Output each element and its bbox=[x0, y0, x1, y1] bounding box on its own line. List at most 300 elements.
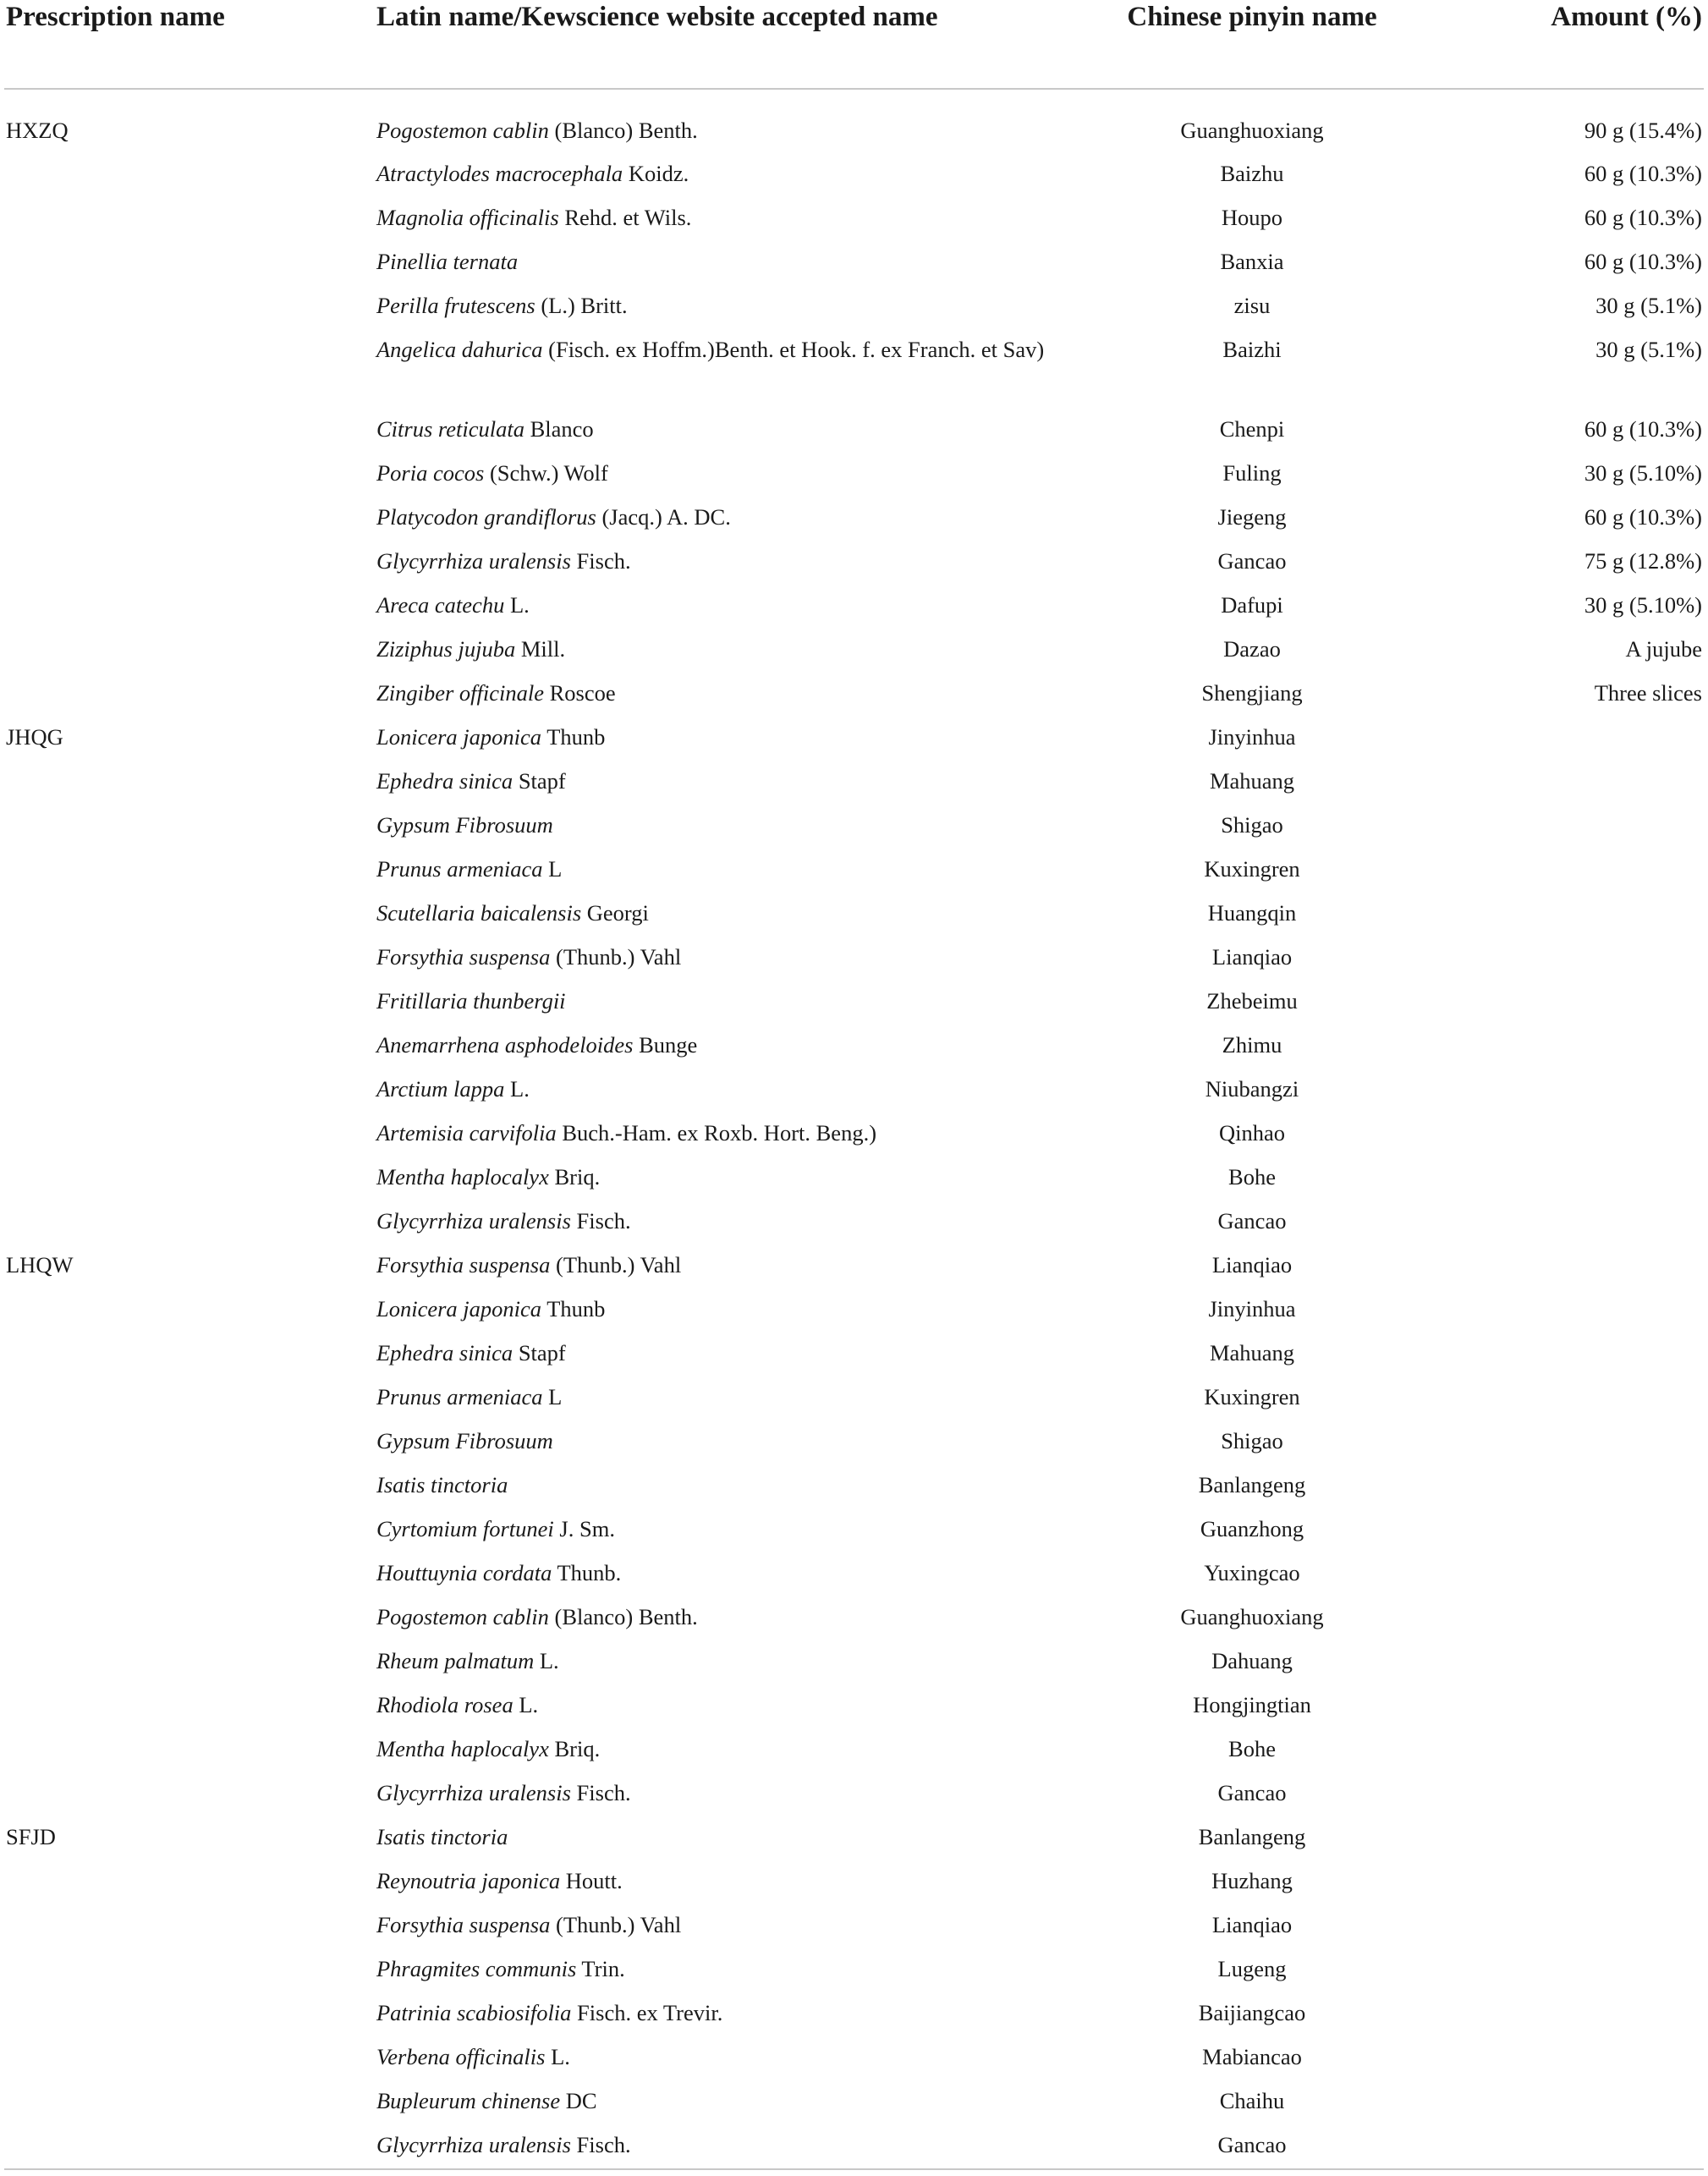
table-row bbox=[4, 1199, 1704, 1243]
pinyin-name-cell: Zhebeimu bbox=[1206, 988, 1298, 1014]
amount-cell bbox=[1459, 979, 1704, 1023]
authority-name: Thunb bbox=[541, 1296, 606, 1322]
amount-cell bbox=[1459, 1639, 1704, 1683]
species-name: Lonicera japonica bbox=[376, 1296, 542, 1322]
table-row bbox=[4, 151, 1704, 195]
species-name: Anemarrhena asphodeloides bbox=[376, 1032, 634, 1058]
amount-cell: 60 g (10.3%) bbox=[1584, 249, 1702, 274]
amount-cell bbox=[1459, 935, 1704, 979]
pinyin-name-cell: Banlangeng bbox=[1198, 1824, 1306, 1849]
table-row bbox=[4, 89, 1704, 151]
table-row bbox=[4, 1243, 1704, 1287]
species-name: Verbena officinalis bbox=[376, 2044, 546, 2069]
pinyin-name-cell: Gancao bbox=[1217, 2132, 1287, 2157]
latin-name-cell bbox=[376, 2035, 1045, 2079]
prescription-cell bbox=[4, 1991, 376, 2035]
amount-cell: 60 g (10.3%) bbox=[1584, 161, 1702, 186]
authority-name: (Thunb.) Vahl bbox=[550, 944, 682, 970]
species-name: Pinellia ternata bbox=[376, 249, 519, 274]
authority-name: (Blanco) Benth. bbox=[548, 118, 698, 143]
prescription-cell bbox=[4, 1375, 376, 1419]
species-name: Lonicera japonica bbox=[376, 724, 542, 750]
species-name: Isatis tinctoria bbox=[376, 1824, 508, 1849]
pinyin-name-cell: Shigao bbox=[1221, 1428, 1283, 1453]
latin-name-cell bbox=[376, 2123, 1045, 2167]
table-row bbox=[4, 1771, 1704, 1815]
species-name: Platycodon grandiflorus bbox=[376, 504, 596, 530]
species-name: Areca catechu bbox=[376, 592, 505, 618]
amount-cell bbox=[1459, 2123, 1704, 2167]
pinyin-name-cell: Lugeng bbox=[1217, 1956, 1287, 1981]
authority-name: Thunb bbox=[541, 724, 606, 750]
species-name: Mentha haplocalyx bbox=[376, 1164, 549, 1190]
latin-name-cell bbox=[376, 495, 1045, 539]
pinyin-name-cell: Gancao bbox=[1217, 1208, 1287, 1234]
latin-name-cell bbox=[376, 1419, 1045, 1463]
table-row bbox=[4, 1639, 1704, 1683]
latin-name-cell bbox=[376, 803, 1045, 847]
pinyin-name-cell: Shengjiang bbox=[1201, 680, 1303, 706]
pinyin-name-cell: Mahuang bbox=[1209, 1340, 1295, 1365]
species-name: Glycyrrhiza uralensis bbox=[376, 2132, 571, 2157]
prescription-cell bbox=[4, 627, 376, 671]
amount-cell bbox=[1459, 1155, 1704, 1199]
prescription-cell bbox=[4, 1067, 376, 1111]
latin-name-cell bbox=[376, 583, 1045, 627]
pinyin-name-cell: Houpo bbox=[1221, 205, 1283, 230]
prescription-cell bbox=[4, 935, 376, 979]
latin-name-cell bbox=[376, 627, 1045, 671]
amount-cell bbox=[1459, 1419, 1704, 1463]
species-name: Glycyrrhiza uralensis bbox=[376, 548, 571, 574]
latin-name-cell bbox=[376, 1551, 1045, 1595]
pinyin-name-cell: Bohe bbox=[1228, 1736, 1276, 1761]
pinyin-name-cell: Zhimu bbox=[1222, 1032, 1282, 1058]
prescription-cell bbox=[4, 1507, 376, 1551]
table-row bbox=[4, 1331, 1704, 1375]
amount-cell bbox=[1459, 1903, 1704, 1947]
authority-name: Bunge bbox=[633, 1032, 698, 1058]
authority-name: DC bbox=[560, 2088, 597, 2113]
latin-name-cell bbox=[376, 847, 1045, 891]
authority-name: L. bbox=[513, 1692, 539, 1717]
latin-name-cell bbox=[376, 451, 1045, 495]
pinyin-name-cell: Guanzhong bbox=[1200, 1516, 1304, 1541]
latin-name-cell bbox=[376, 195, 1045, 239]
species-name: Houttuynia cordata bbox=[376, 1560, 552, 1585]
table-row bbox=[4, 1023, 1704, 1067]
header-pinyin-name: Chinese pinyin name bbox=[1045, 0, 1459, 89]
authority-name: Buch.-Ham. ex Roxb. Hort. Beng.) bbox=[556, 1120, 877, 1146]
latin-name-cell bbox=[376, 1287, 1045, 1331]
table-header bbox=[4, 0, 1704, 89]
prescription-cell bbox=[4, 1111, 376, 1155]
species-name: Prunus armeniaca bbox=[376, 1384, 543, 1409]
species-name: Ziziphus jujuba bbox=[376, 636, 516, 662]
authority-name: (Schw.) Wolf bbox=[484, 460, 608, 486]
prescription-table bbox=[4, 0, 1704, 2167]
amount-cell bbox=[1459, 1727, 1704, 1771]
amount-cell bbox=[1459, 1199, 1704, 1243]
species-name: Forsythia suspensa bbox=[376, 1912, 551, 1937]
table-row bbox=[4, 2123, 1704, 2167]
table-row bbox=[4, 539, 1704, 583]
amount-cell: A jujube bbox=[1625, 636, 1702, 662]
pinyin-name-cell: Baizhu bbox=[1220, 161, 1284, 186]
species-name: Ephedra sinica bbox=[376, 768, 513, 794]
latin-name-cell bbox=[376, 1111, 1045, 1155]
pinyin-name-cell: Chaihu bbox=[1219, 2088, 1285, 2113]
amount-cell bbox=[1459, 1815, 1704, 1859]
amount-cell bbox=[1459, 759, 1704, 803]
authority-name: Koidz. bbox=[623, 161, 689, 186]
amount-cell bbox=[1459, 891, 1704, 935]
table-row bbox=[4, 327, 1704, 407]
pinyin-name-cell: Kuxingren bbox=[1204, 856, 1300, 882]
authority-name: L. bbox=[504, 1076, 530, 1102]
latin-name-cell bbox=[376, 1067, 1045, 1111]
authority-name: L. bbox=[504, 592, 530, 618]
amount-cell: 30 g (5.10%) bbox=[1584, 592, 1702, 618]
prescription-cell bbox=[4, 495, 376, 539]
latin-name-cell bbox=[376, 1947, 1045, 1991]
species-name: Pogostemon cablin bbox=[376, 118, 549, 143]
prescription-cell bbox=[4, 1727, 376, 1771]
prescription-cell: HXZQ bbox=[6, 118, 69, 143]
amount-cell: 30 g (5.1%) bbox=[1595, 293, 1702, 318]
latin-name-cell bbox=[376, 979, 1045, 1023]
latin-name-cell bbox=[376, 2079, 1045, 2123]
amount-cell bbox=[1459, 1375, 1704, 1419]
pinyin-name-cell: Banlangeng bbox=[1198, 1472, 1306, 1497]
authority-name: (Thunb.) Vahl bbox=[550, 1252, 682, 1278]
table-row bbox=[4, 847, 1704, 891]
prescription-cell bbox=[4, 283, 376, 327]
table-row bbox=[4, 1727, 1704, 1771]
prescription-cell bbox=[4, 195, 376, 239]
latin-name-cell bbox=[376, 1243, 1045, 1287]
authority-name: Stapf bbox=[513, 768, 566, 794]
table-row bbox=[4, 627, 1704, 671]
pinyin-name-cell: Lianqiao bbox=[1211, 1252, 1293, 1278]
table-row bbox=[4, 715, 1704, 759]
prescription-cell bbox=[4, 1287, 376, 1331]
prescription-cell bbox=[4, 1199, 376, 1243]
species-name: Patrinia scabiosifolia bbox=[376, 2000, 572, 2025]
pinyin-name-cell: Yuxingcao bbox=[1204, 1560, 1300, 1585]
latin-name-cell bbox=[376, 1727, 1045, 1771]
pinyin-name-cell: Huangqin bbox=[1207, 900, 1297, 926]
pinyin-name-cell: Dahuang bbox=[1211, 1648, 1293, 1673]
prescription-cell bbox=[4, 1947, 376, 1991]
prescription-cell bbox=[4, 583, 376, 627]
authority-name: Trin. bbox=[576, 1956, 625, 1981]
table-row bbox=[4, 671, 1704, 715]
pinyin-name-cell: Kuxingren bbox=[1204, 1384, 1300, 1409]
latin-name-cell bbox=[376, 1155, 1045, 1199]
latin-name-cell bbox=[376, 89, 1045, 151]
authority-name: (Fisch. ex Hoffm.)Benth. et Hook. f. ex Franch. et Sav) bbox=[542, 337, 1045, 362]
authority-name: Briq. bbox=[548, 1736, 601, 1761]
amount-cell bbox=[1459, 1551, 1704, 1595]
amount-cell bbox=[1459, 1859, 1704, 1903]
latin-name-cell bbox=[376, 327, 1045, 407]
amount-cell bbox=[1459, 1463, 1704, 1507]
amount-cell: 60 g (10.3%) bbox=[1584, 205, 1702, 230]
species-name: Glycyrrhiza uralensis bbox=[376, 1780, 571, 1805]
header-latin-name: Latin name/Kewscience website accepted name bbox=[376, 0, 1045, 89]
table-row bbox=[4, 2079, 1704, 2123]
pinyin-name-cell: Lianqiao bbox=[1211, 1912, 1293, 1937]
prescription-cell bbox=[4, 1859, 376, 1903]
pinyin-name-cell: Gancao bbox=[1217, 548, 1287, 574]
authority-name: Blanco bbox=[524, 416, 594, 442]
latin-name-cell bbox=[376, 539, 1045, 583]
table-row bbox=[4, 495, 1704, 539]
latin-name-cell bbox=[376, 1463, 1045, 1507]
amount-cell: 60 g (10.3%) bbox=[1584, 504, 1702, 530]
pinyin-name-cell: Mahuang bbox=[1209, 768, 1295, 794]
species-name: Forsythia suspensa bbox=[376, 944, 551, 970]
prescription-cell bbox=[4, 2035, 376, 2079]
latin-name-cell bbox=[376, 1683, 1045, 1727]
table-row bbox=[4, 239, 1704, 283]
authority-name: Fisch. bbox=[570, 1208, 631, 1234]
prescription-cell bbox=[4, 1331, 376, 1375]
latin-name-cell bbox=[376, 1507, 1045, 1551]
table-row bbox=[4, 1507, 1704, 1551]
header-prescription-name: Prescription name bbox=[4, 0, 376, 89]
table-row bbox=[4, 407, 1704, 451]
amount-cell bbox=[1459, 1771, 1704, 1815]
pinyin-name-cell: Dafupi bbox=[1221, 592, 1283, 618]
header-amount: Amount (%) bbox=[1459, 0, 1704, 89]
authority-name: Briq. bbox=[548, 1164, 601, 1190]
prescription-cell bbox=[4, 979, 376, 1023]
latin-name-cell bbox=[376, 891, 1045, 935]
table-row bbox=[4, 759, 1704, 803]
prescription-cell bbox=[4, 847, 376, 891]
prescription-cell bbox=[4, 407, 376, 451]
table-row bbox=[4, 1683, 1704, 1727]
prescription-cell bbox=[4, 1419, 376, 1463]
table-row bbox=[4, 1595, 1704, 1639]
amount-cell bbox=[1459, 1595, 1704, 1639]
species-name: Pogostemon cablin bbox=[376, 1604, 549, 1629]
table-row bbox=[4, 195, 1704, 239]
latin-name-cell bbox=[376, 1199, 1045, 1243]
species-name: Reynoutria japonica bbox=[376, 1868, 561, 1893]
pinyin-name-cell: Dazao bbox=[1223, 636, 1281, 662]
latin-name-cell bbox=[376, 715, 1045, 759]
table-row bbox=[4, 1375, 1704, 1419]
authority-name: (L.) Britt. bbox=[535, 293, 628, 318]
latin-name-cell bbox=[376, 935, 1045, 979]
pinyin-name-cell: Lianqiao bbox=[1211, 944, 1293, 970]
prescription-cell bbox=[4, 1023, 376, 1067]
authority-name: L. bbox=[534, 1648, 559, 1673]
prescription-cell bbox=[4, 803, 376, 847]
latin-name-cell bbox=[376, 1023, 1045, 1067]
prescription-cell bbox=[4, 1551, 376, 1595]
table-row bbox=[4, 1067, 1704, 1111]
species-name: Citrus reticulata bbox=[376, 416, 524, 442]
prescription-cell bbox=[4, 1155, 376, 1199]
table-row bbox=[4, 1463, 1704, 1507]
pinyin-name-cell: Jinyinhua bbox=[1208, 1296, 1296, 1322]
table-row bbox=[4, 2035, 1704, 2079]
amount-cell: 30 g (5.1%) bbox=[1595, 337, 1702, 362]
prescription-cell bbox=[4, 1595, 376, 1639]
table-body bbox=[4, 89, 1704, 2167]
prescription-cell bbox=[4, 759, 376, 803]
authority-name: J. Sm. bbox=[553, 1516, 615, 1541]
prescription-cell bbox=[4, 1771, 376, 1815]
prescription-cell bbox=[4, 2079, 376, 2123]
amount-cell bbox=[1459, 1507, 1704, 1551]
species-name: Prunus armeniaca bbox=[376, 856, 543, 882]
prescription-cell bbox=[4, 671, 376, 715]
amount-cell: 60 g (10.3%) bbox=[1584, 416, 1702, 442]
authority-name: Thunb. bbox=[552, 1560, 622, 1585]
table-row bbox=[4, 1155, 1704, 1199]
amount-cell bbox=[1459, 1991, 1704, 2035]
species-name: Rheum palmatum bbox=[376, 1648, 535, 1673]
header-row bbox=[4, 0, 1704, 89]
latin-name-cell bbox=[376, 1815, 1045, 1859]
authority-name: Fisch. ex Trevir. bbox=[571, 2000, 723, 2025]
amount-cell bbox=[1459, 1331, 1704, 1375]
authority-name: Stapf bbox=[513, 1340, 566, 1365]
table-row bbox=[4, 583, 1704, 627]
pinyin-name-cell: Jiegeng bbox=[1217, 504, 1287, 530]
pinyin-name-cell: Niubangzi bbox=[1205, 1076, 1299, 1102]
table-row bbox=[4, 451, 1704, 495]
table-bottom-rule bbox=[4, 2168, 1704, 2170]
pinyin-name-cell: Qinhao bbox=[1218, 1120, 1285, 1146]
species-name: Glycyrrhiza uralensis bbox=[376, 1208, 571, 1234]
table-row bbox=[4, 1111, 1704, 1155]
species-name: Gypsum Fibrosuum bbox=[376, 1428, 553, 1453]
table-row bbox=[4, 979, 1704, 1023]
amount-cell bbox=[1459, 2079, 1704, 2123]
pinyin-name-cell: Baijiangcao bbox=[1198, 2000, 1306, 2025]
species-name: Perilla frutescens bbox=[376, 293, 535, 318]
species-name: Poria cocos bbox=[376, 460, 485, 486]
authority-name: L bbox=[542, 1384, 563, 1409]
amount-cell bbox=[1459, 1067, 1704, 1111]
authority-name: Mill. bbox=[515, 636, 566, 662]
amount-cell bbox=[1459, 1947, 1704, 1991]
pinyin-name-cell: zisu bbox=[1233, 293, 1271, 318]
pinyin-name-cell: Guanghuoxiang bbox=[1180, 1604, 1324, 1629]
authority-name: Fisch. bbox=[570, 548, 631, 574]
pinyin-name-cell: Jinyinhua bbox=[1208, 724, 1296, 750]
prescription-cell bbox=[4, 451, 376, 495]
latin-name-cell bbox=[376, 1903, 1045, 1947]
amount-cell bbox=[1459, 803, 1704, 847]
latin-name-cell bbox=[376, 671, 1045, 715]
pinyin-name-cell: Mabiancao bbox=[1202, 2044, 1302, 2069]
amount-cell bbox=[1459, 847, 1704, 891]
pinyin-name-cell: Baizhi bbox=[1222, 337, 1282, 362]
pinyin-name-cell: Chenpi bbox=[1219, 416, 1285, 442]
latin-name-cell bbox=[376, 151, 1045, 195]
authority-name: Roscoe bbox=[544, 680, 616, 706]
authority-name: (Thunb.) Vahl bbox=[550, 1912, 682, 1937]
species-name: Forsythia suspensa bbox=[376, 1252, 551, 1278]
species-name: Atractylodes macrocephala bbox=[376, 161, 623, 186]
latin-name-cell bbox=[376, 407, 1045, 451]
prescription-cell bbox=[4, 327, 376, 407]
species-name: Magnolia officinalis bbox=[376, 205, 559, 230]
prescription-cell bbox=[4, 151, 376, 195]
amount-cell: Three slices bbox=[1594, 680, 1702, 706]
species-name: Mentha haplocalyx bbox=[376, 1736, 549, 1761]
latin-name-cell bbox=[376, 1331, 1045, 1375]
authority-name: Georgi bbox=[581, 900, 649, 926]
table-row bbox=[4, 803, 1704, 847]
latin-name-cell bbox=[376, 1991, 1045, 2035]
pinyin-name-cell: Huzhang bbox=[1211, 1868, 1293, 1893]
table-row bbox=[4, 1287, 1704, 1331]
latin-name-cell bbox=[376, 1375, 1045, 1419]
latin-name-cell bbox=[376, 283, 1045, 327]
species-name: Angelica dahurica bbox=[376, 337, 543, 362]
authority-name: Fisch. bbox=[570, 2132, 631, 2157]
amount-cell bbox=[1459, 1683, 1704, 1727]
authority-name: Fisch. bbox=[570, 1780, 631, 1805]
species-name: Gypsum Fibrosuum bbox=[376, 812, 553, 838]
latin-name-cell bbox=[376, 1639, 1045, 1683]
species-name: Phragmites communis bbox=[376, 1956, 577, 1981]
table-row bbox=[4, 1551, 1704, 1595]
authority-name: L bbox=[542, 856, 563, 882]
amount-cell: 90 g (15.4%) bbox=[1584, 118, 1702, 143]
table-row bbox=[4, 1903, 1704, 1947]
prescription-cell bbox=[4, 239, 376, 283]
table-row bbox=[4, 1815, 1704, 1859]
amount-cell bbox=[1459, 1023, 1704, 1067]
amount-cell bbox=[1459, 715, 1704, 759]
prescription-cell bbox=[4, 1903, 376, 1947]
pinyin-name-cell: Shigao bbox=[1221, 812, 1283, 838]
authority-name: (Blanco) Benth. bbox=[548, 1604, 698, 1629]
amount-cell: 75 g (12.8%) bbox=[1584, 548, 1702, 574]
amount-cell bbox=[1459, 2035, 1704, 2079]
pinyin-name-cell: Banxia bbox=[1220, 249, 1284, 274]
species-name: Cyrtomium fortunei bbox=[376, 1516, 554, 1541]
latin-name-cell bbox=[376, 1859, 1045, 1903]
table-row bbox=[4, 891, 1704, 935]
latin-name-cell bbox=[376, 759, 1045, 803]
prescription-cell: JHQG bbox=[6, 724, 63, 750]
pinyin-name-cell: Bohe bbox=[1228, 1164, 1276, 1190]
table-row bbox=[4, 283, 1704, 327]
amount-cell bbox=[1459, 1111, 1704, 1155]
pinyin-name-cell: Guanghuoxiang bbox=[1180, 118, 1324, 143]
table-row bbox=[4, 1419, 1704, 1463]
authority-name: (Jacq.) A. DC. bbox=[596, 504, 731, 530]
prescription-cell: SFJD bbox=[6, 1824, 56, 1849]
species-name: Artemisia carvifolia bbox=[376, 1120, 557, 1146]
prescription-cell: LHQW bbox=[6, 1252, 74, 1278]
species-name: Rhodiola rosea bbox=[376, 1692, 513, 1717]
amount-cell: 30 g (5.10%) bbox=[1584, 460, 1702, 486]
table-row bbox=[4, 935, 1704, 979]
authority-name: Rehd. et Wils. bbox=[558, 205, 692, 230]
species-name: Bupleurum chinense bbox=[376, 2088, 561, 2113]
